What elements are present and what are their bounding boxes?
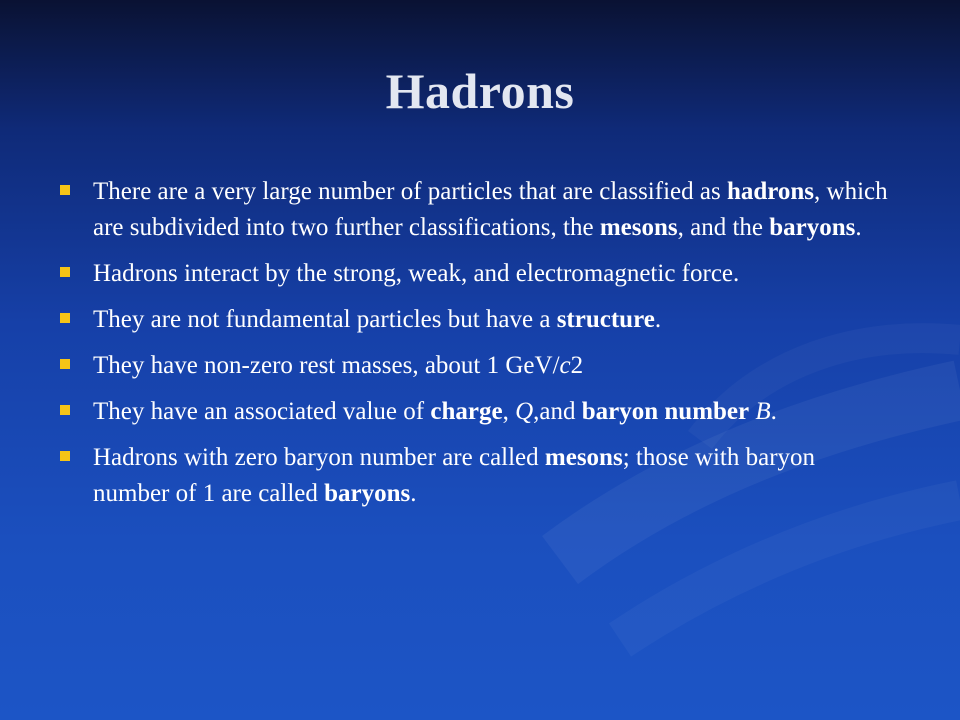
square-bullet-icon <box>60 405 70 415</box>
bullet-item <box>58 174 888 246</box>
bullet-text-segment: They are not fundamental particles but have a <box>93 306 557 333</box>
bullet-text-segment: structure <box>556 306 655 333</box>
bullet-item <box>58 394 888 430</box>
bullet-text-segment: charge <box>430 398 503 425</box>
bullet-text-segment: B <box>755 398 771 425</box>
bullet-text-segment: They have non-zero rest masses, about 1 GeV/ <box>93 352 560 379</box>
bullet-text-segment: baryons <box>769 214 856 241</box>
bullet-text-segment: Hadrons interact by the strong, weak, and electromagnetic force. <box>93 260 740 287</box>
bullet-text-segment: 2 <box>570 352 584 379</box>
bullet-text-segment: Hadrons with zero baryon number are called <box>93 444 545 471</box>
bullet-text-segment: baryons <box>324 480 411 507</box>
square-bullet-icon <box>60 185 70 195</box>
square-bullet-icon <box>60 267 70 277</box>
square-bullet-icon <box>60 359 70 369</box>
bullet-text-segment: . <box>770 398 777 425</box>
bullet-text-segment: mesons <box>544 444 623 471</box>
bullet-item <box>58 348 888 384</box>
bullet-text-segment: There are a very large number of particles that are classified as <box>93 178 727 205</box>
bullet-list <box>58 174 888 522</box>
bullet-text-segment: baryon number <box>581 398 750 425</box>
square-bullet-icon <box>60 451 70 461</box>
bullet-item <box>58 440 888 512</box>
bullet-item <box>58 256 888 292</box>
bullet-text-segment: ,and <box>533 398 582 425</box>
slide-title: Hadrons <box>385 63 575 119</box>
bullet-item <box>58 302 888 338</box>
bullet-text-segment: hadrons <box>726 178 815 205</box>
square-bullet-icon <box>60 313 70 323</box>
bullet-text-segment: , and the <box>677 214 770 241</box>
bullet-text-segment: ; those with baryon number of 1 are called <box>93 444 816 507</box>
bullet-text-segment: mesons <box>599 214 678 241</box>
bullet-text-segment: . <box>410 480 417 507</box>
bullet-text-segment: , <box>502 398 516 425</box>
bullet-text-segment: . <box>654 306 662 333</box>
bullet-text-segment: c <box>559 352 571 379</box>
bullet-text-segment: Q <box>515 398 534 425</box>
bullet-text-segment: . <box>855 214 862 241</box>
bullet-text-segment: , which are subdivided into two further classifications, the <box>93 178 888 241</box>
bullet-text-segment: They have an associated value of <box>93 398 431 425</box>
